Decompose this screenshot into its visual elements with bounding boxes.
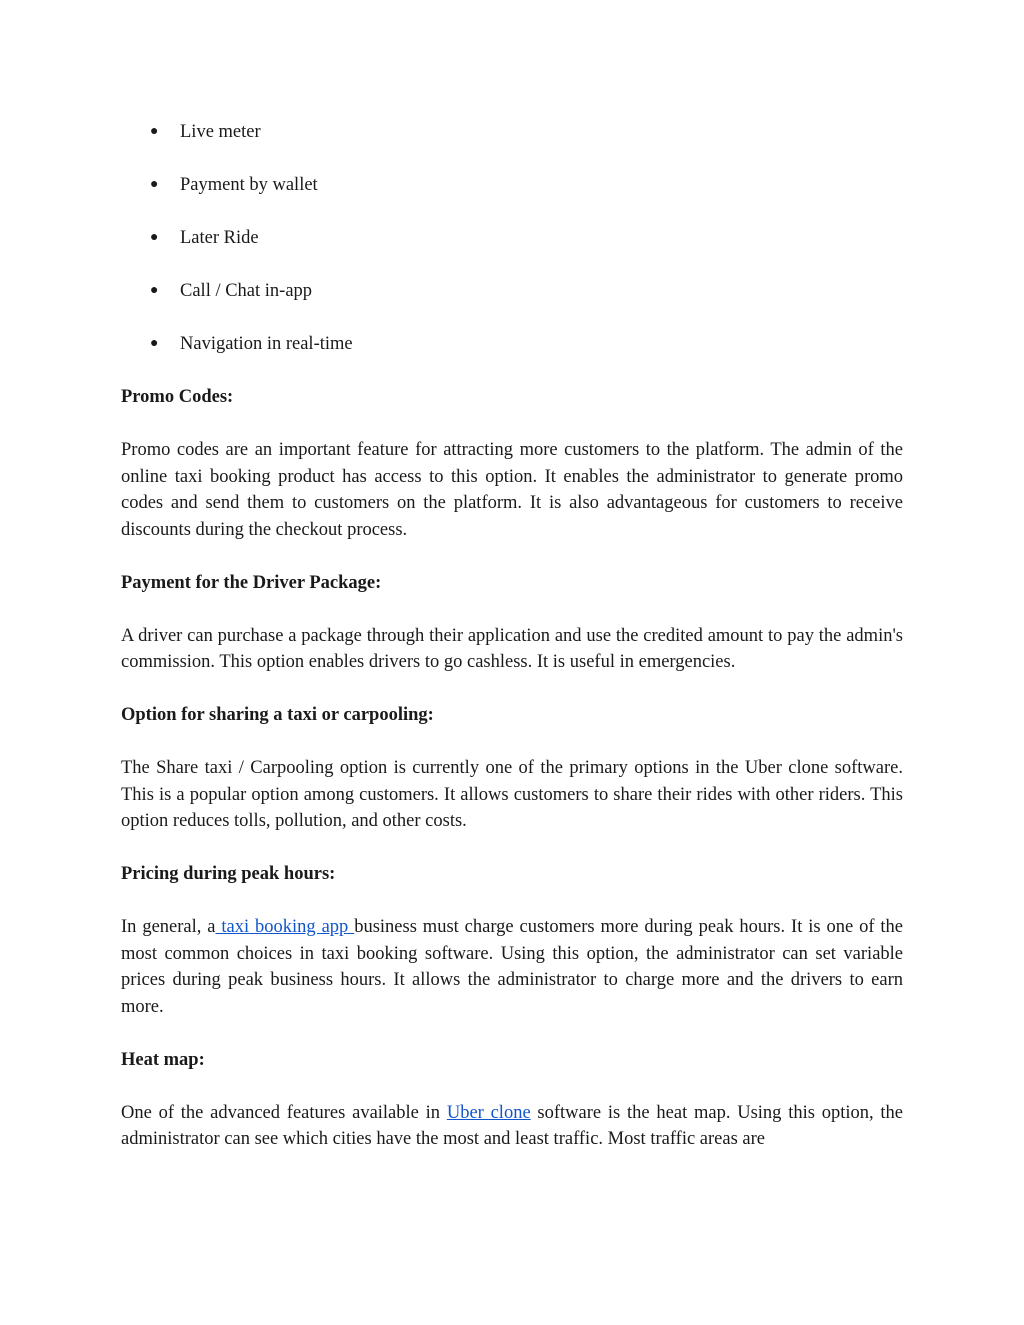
document-body xyxy=(121,384,903,1153)
bullet-icon: ● xyxy=(150,283,159,298)
bullet-text: Payment by wallet xyxy=(180,175,318,195)
list-item xyxy=(150,331,353,384)
driver-package-heading: Payment for the Driver Package: xyxy=(121,572,382,593)
bullet-icon: ● xyxy=(150,230,159,245)
sharing-heading: Option for sharing a taxi or carpooling: xyxy=(121,705,434,725)
bullet-text: Call / Chat in-app xyxy=(180,281,313,301)
peak-text-before: In general, a xyxy=(121,917,216,937)
peak-text-after: business must charge customers more during peak hours. It is one of the most common choices in taxi booking software. Using this option, the administrator can set variable prices during peak business hours. It allows the administrator to charge more and the drivers to earn more. xyxy=(121,917,904,1017)
list-item xyxy=(150,278,353,331)
bullet-text: Navigation in real-time xyxy=(180,334,353,354)
list-item xyxy=(150,172,353,225)
peak-pricing-heading: Pricing during peak hours: xyxy=(121,864,336,884)
sharing-paragraph: The Share taxi / Carpooling option is currently one of the primary options in the Uber clone software. This is a popular option among customers. It allows customers to share their rides with other riders. This option reduces tolls, pollution, and other costs. xyxy=(121,758,903,831)
promo-paragraph: Promo codes are an important feature for attracting more customers to the platform. The admin of the online taxi booking product has access to this option. It enables the administrator to generate promo codes and send them to customers on the platform. It is also advantageous for customers to receive discounts during the checkout process. xyxy=(121,440,903,540)
bullet-text: Live meter xyxy=(180,122,261,142)
bullet-icon: ● xyxy=(150,124,159,139)
bullet-icon: ● xyxy=(150,336,159,351)
heat-map-heading: Heat map: xyxy=(121,1049,205,1070)
uber-clone-link[interactable]: Uber clone xyxy=(446,1102,531,1123)
list-item xyxy=(150,225,353,278)
promo-heading: Promo Codes: xyxy=(121,387,234,407)
bullet-text: Later Ride xyxy=(180,228,259,248)
heat-map-paragraph xyxy=(121,1100,903,1153)
taxi-booking-app-link[interactable]: taxi booking app xyxy=(215,917,355,937)
bullet-icon: ● xyxy=(150,177,159,192)
feature-bullet-list xyxy=(150,119,353,384)
list-item xyxy=(150,119,353,172)
heatmap-text-before: One of the advanced features available in xyxy=(121,1102,447,1123)
heatmap-text-after: software is the heat map. Using this option, the administrator can see which cities have the most and least traffic. Most traffic areas are xyxy=(121,1102,904,1149)
driver-package-paragraph: A driver can purchase a package through their application and use the credited amount to pay the admin's commission. This option enables drivers to go cashless. It is useful in emergencies. xyxy=(121,625,903,672)
peak-pricing-paragraph xyxy=(121,914,903,1020)
